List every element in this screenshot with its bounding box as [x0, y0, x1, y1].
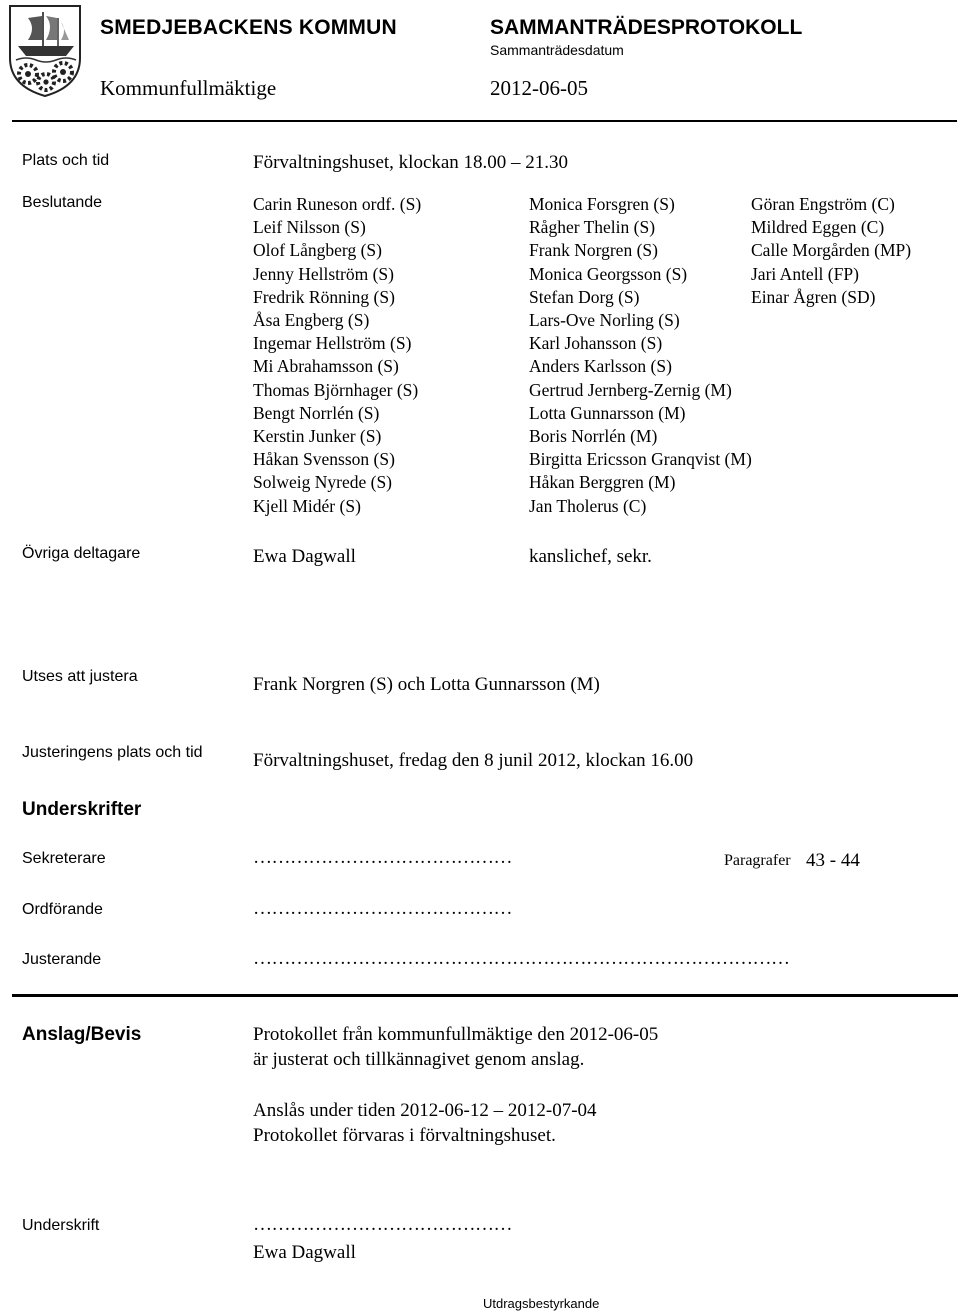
member-name: Åsa Engberg (S) [253, 310, 370, 331]
place-time-value: Förvaltningshuset, klockan 18.00 – 21.30 [253, 152, 569, 173]
member-name: Rågher Thelin (S) [529, 217, 656, 238]
notice-line-4: Protokollet förvaras i förvaltningshuset. [253, 1125, 556, 1146]
member-name: Bengt Norrlén (S) [253, 402, 380, 423]
member-name: Ingemar Hellström (S) [253, 333, 412, 354]
member-name: Jan Tholerus (C) [529, 495, 647, 516]
municipality-name: SMEDJEBACKENS KOMMUN [100, 16, 397, 39]
adjuster-signature-line: …………………………………………………………………………… [253, 948, 790, 969]
certification-label: Underskrift [22, 1217, 100, 1234]
member-name: Calle Morgården (MP) [751, 240, 912, 261]
member-name: Einar Ågren (SD) [751, 286, 876, 307]
section-divider [12, 994, 958, 997]
others-role: kanslichef, sekr. [529, 546, 652, 567]
date-caption: Sammanträdesdatum [490, 42, 624, 58]
certification-name: Ewa Dagwall [253, 1242, 356, 1263]
member-name: Gertrud Jernberg-Zernig (M) [529, 379, 732, 400]
certification-footer: Utdragsbestyrkande [483, 1296, 600, 1311]
header-divider [12, 120, 957, 122]
member-name: Fredrik Rönning (S) [253, 286, 395, 307]
paragraphs-value: 43 - 44 [806, 850, 860, 871]
paragraphs-label: Paragrafer [724, 852, 791, 869]
member-name: Karl Johansson (S) [529, 333, 663, 354]
members-column-1 [253, 193, 421, 518]
member-name: Mi Abrahamsson (S) [253, 356, 399, 377]
certification-signature-line: …………………………………… [253, 1214, 512, 1235]
member-name: Göran Engström (C) [751, 194, 895, 214]
notice-heading: Anslag/Bevis [22, 1024, 142, 1045]
secretary-label: Sekreterare [22, 850, 106, 867]
member-name: Birgitta Ericsson Granqvist (M) [529, 449, 752, 470]
member-name: Frank Norgren (S) [529, 240, 658, 261]
member-name: Håkan Berggren (M) [529, 472, 676, 493]
member-name: Solweig Nyrede (S) [253, 472, 393, 493]
member-name: Kjell Midér (S) [253, 495, 361, 516]
member-name: Boris Norrlén (M) [529, 426, 658, 447]
member-name: Jari Antell (FP) [751, 263, 859, 284]
member-name: Lotta Gunnarsson (M) [529, 402, 686, 423]
member-name: Carin Runeson ordf. (S) [253, 194, 422, 214]
member-name: Thomas Björnhager (S) [253, 379, 419, 400]
secretary-signature-line: …………………………………… [253, 847, 512, 868]
others-label: Övriga deltagare [22, 545, 141, 562]
member-name: Lars-Ove Norling (S) [529, 310, 680, 331]
notice-line-2: är justerat och tillkännagivet genom anslag. [253, 1049, 585, 1070]
member-name: Olof Långberg (S) [253, 240, 382, 261]
signatures-heading: Underskrifter [22, 799, 142, 820]
member-name: Stefan Dorg (S) [529, 286, 640, 307]
members-column-2 [529, 193, 752, 518]
chair-signature-line: …………………………………… [253, 898, 512, 919]
notice-line-1: Protokollet från kommunfullmäktige den 2012-06-05 [253, 1024, 659, 1045]
adjustment-label: Justeringens plats och tid [22, 744, 203, 761]
chair-label: Ordförande [22, 901, 103, 918]
member-name: Leif Nilsson (S) [253, 217, 366, 238]
adjuster-label: Justerande [22, 951, 102, 968]
place-time-label: Plats och tid [22, 152, 110, 169]
member-name: Håkan Svensson (S) [253, 449, 395, 470]
member-name: Kerstin Junker (S) [253, 426, 382, 447]
members-column-3 [751, 193, 911, 309]
others-name: Ewa Dagwall [253, 546, 356, 567]
member-name: Mildred Eggen (C) [751, 217, 885, 238]
adjustment-value: Förvaltningshuset, fredag den 8 junil 2012, klockan 16.00 [253, 750, 694, 771]
member-name: Anders Karlsson (S) [529, 356, 672, 377]
adjusters-value: Frank Norgren (S) och Lotta Gunnarsson (M) [253, 674, 600, 695]
adjusters-label: Utses att justera [22, 668, 138, 685]
governing-body: Kommunfullmäktige [100, 76, 277, 100]
notice-line-3: Anslås under tiden 2012-06-12 – 2012-07-04 [253, 1100, 597, 1121]
document-type: SAMMANTRÄDESPROTOKOLL [490, 16, 803, 39]
members-label: Beslutande [22, 194, 103, 211]
meeting-date: 2012-06-05 [490, 76, 588, 100]
member-name: Monica Forsgren (S) [529, 194, 675, 214]
member-name: Monica Georgsson (S) [529, 263, 688, 284]
municipal-crest-logo [6, 2, 84, 98]
member-name: Jenny Hellström (S) [253, 263, 394, 284]
